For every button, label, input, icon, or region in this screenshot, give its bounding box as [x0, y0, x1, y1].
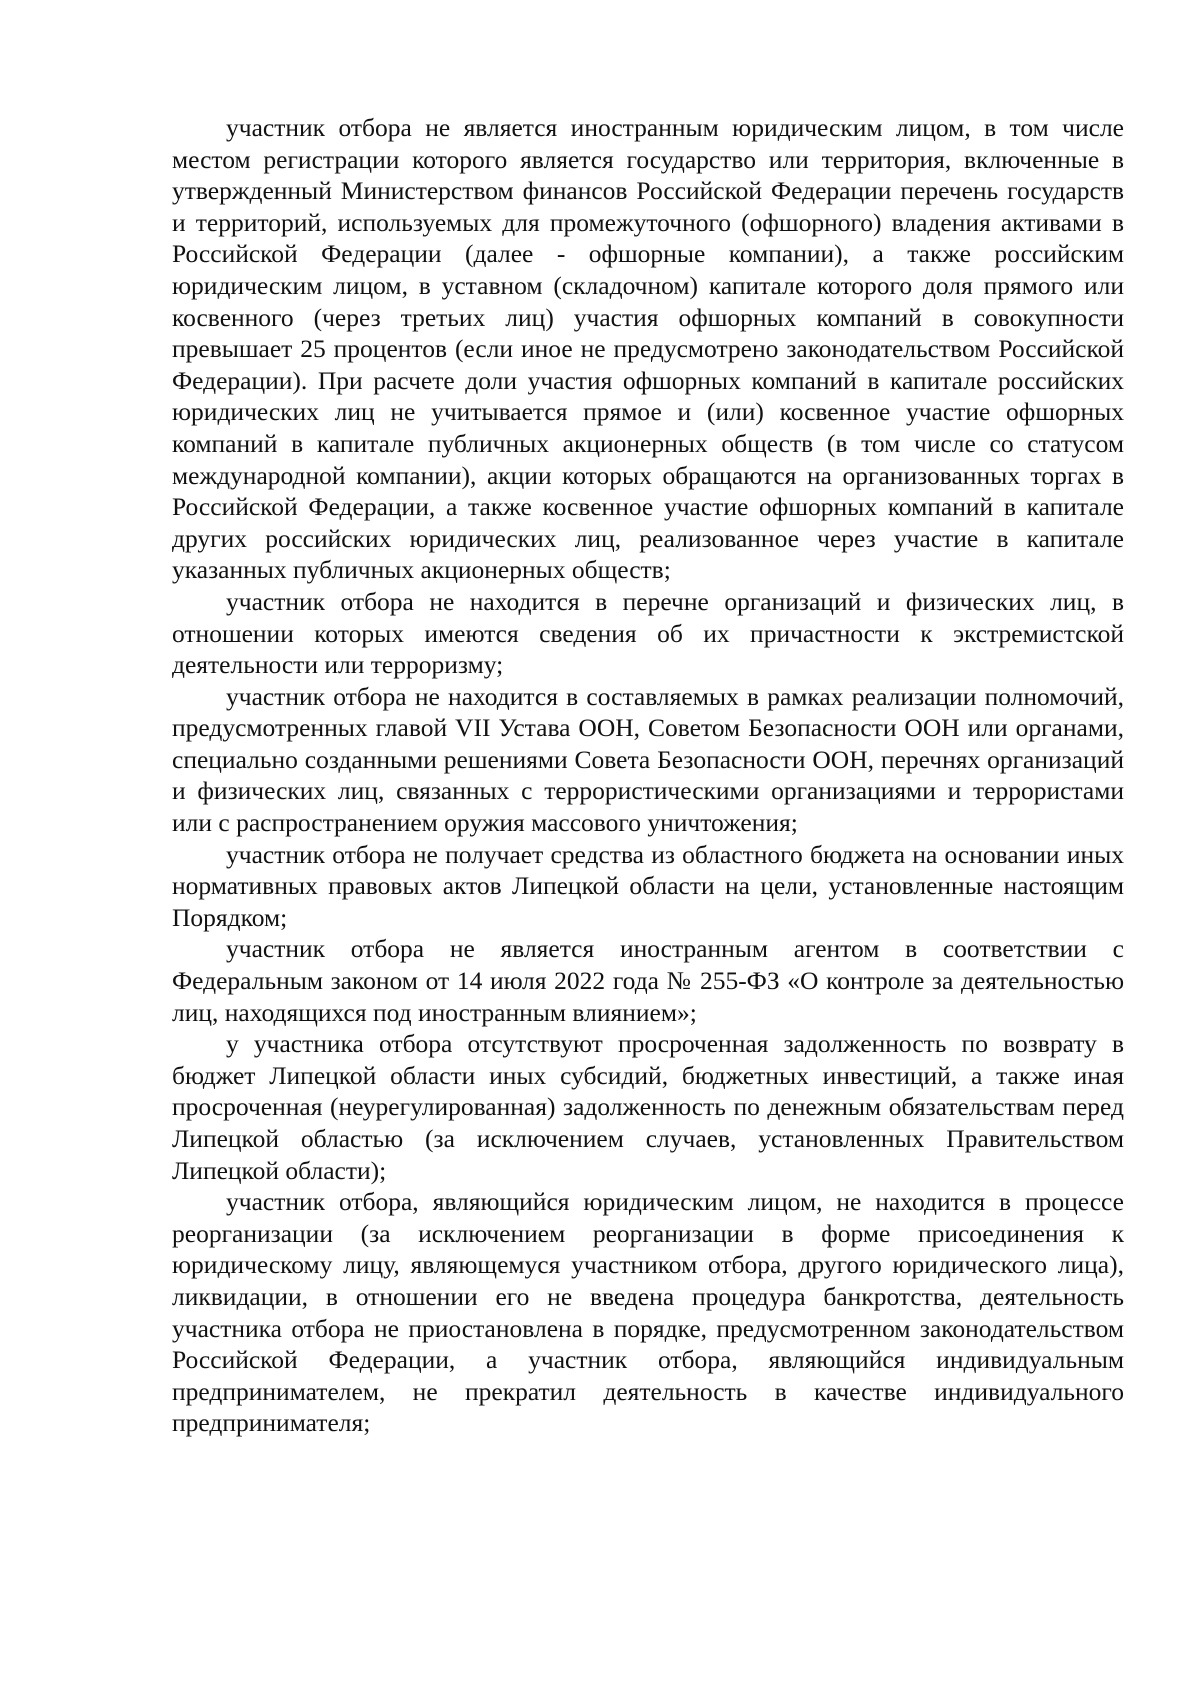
paragraph-overdue-debt: у участника отбора отсутствуют просроченная задолженность по возврату в бюджет Липецкой области иных субсидий, бюджетных инвестиций, а также иная просроченная (неурегулированная) задолженность по денежным обязательствам перед Липецкой областью (за исключением случаев, установленных Правительством Липецкой области);	[172, 1029, 1124, 1185]
paragraph-reorganization-liquidation: участник отбора, являющийся юридическим лицом, не находится в процессе реорганизации (за исключением реорганизации в форме присоединения к юридическому лицу, являющемуся участником отбора, другого юридического лица), ликвидации, в отношении его не введена процедура банкротства, деятельность участника отбора не приостановлена в порядке, предусмотренном законодательством Российской Федерации, а участник отбора, являющийся индивидуальным предпринимателем, не прекратил деятельность в качестве индивидуального предпринимателя;	[172, 1187, 1124, 1438]
paragraph-foreign-agent: участник отбора не является иностранным агентом в соответствии с Федеральным законом от 14 июля 2022 года № 255-ФЗ «О контроле за деятельностью лиц, находящихся под иностранным влиянием»;	[172, 934, 1124, 1027]
paragraph-extremism-list: участник отбора не находится в перечне организаций и физических лиц, в отношении которых имеются сведения об их причастности к экстремистской деятельности или терроризму;	[172, 586, 1124, 680]
document-page	[172, 112, 1124, 1439]
paragraph-regional-budget-funds: участник отбора не получает средства из областного бюджета на основании иных нормативных правовых актов Липецкой области на цели, установленные настоящим Порядком;	[172, 839, 1124, 932]
paragraph-un-security-council-lists: участник отбора не находится в составляемых в рамках реализации полномочий, предусмотренных главой VII Устава ООН, Советом Безопасности ООН или органами, специально созданными решениями Совета Безопасности ООН, перечнях организаций и физических лиц, связанных с террористическими организациями и террористами или с распространением оружия массового уничтожения;	[172, 681, 1124, 838]
paragraph-offshore-companies: участник отбора не является иностранным юридическим лицом, в том числе местом регистрации которого является государство или территория, включенные в утвержденный Министерством финансов Российской Федерации перечень государств и территорий, используемых для промежуточного (офшорного) владения активами в Российской Федерации (далее - офшорные компании), а также российским юридическим лицом, в уставном (складочном) капитале которого доля прямого или косвенного (через третьих лиц) участия офшорных компаний в совокупности превышает 25 процентов (если иное не предусмотрено законодательством Российской Федерации). При расчете доли участия офшорных компаний в капитале российских юридических лиц не учитывается прямое и (или) косвенное участие офшорных компаний в капитале публичных акционерных обществ (в том числе со статусом международной компании), акции которых обращаются на организованных торгах в Российской Федерации, а также косвенное участие офшорных компаний в капитале других российских юридических лиц, реализованное через участие в капитале указанных публичных акционерных обществ;	[172, 113, 1124, 585]
